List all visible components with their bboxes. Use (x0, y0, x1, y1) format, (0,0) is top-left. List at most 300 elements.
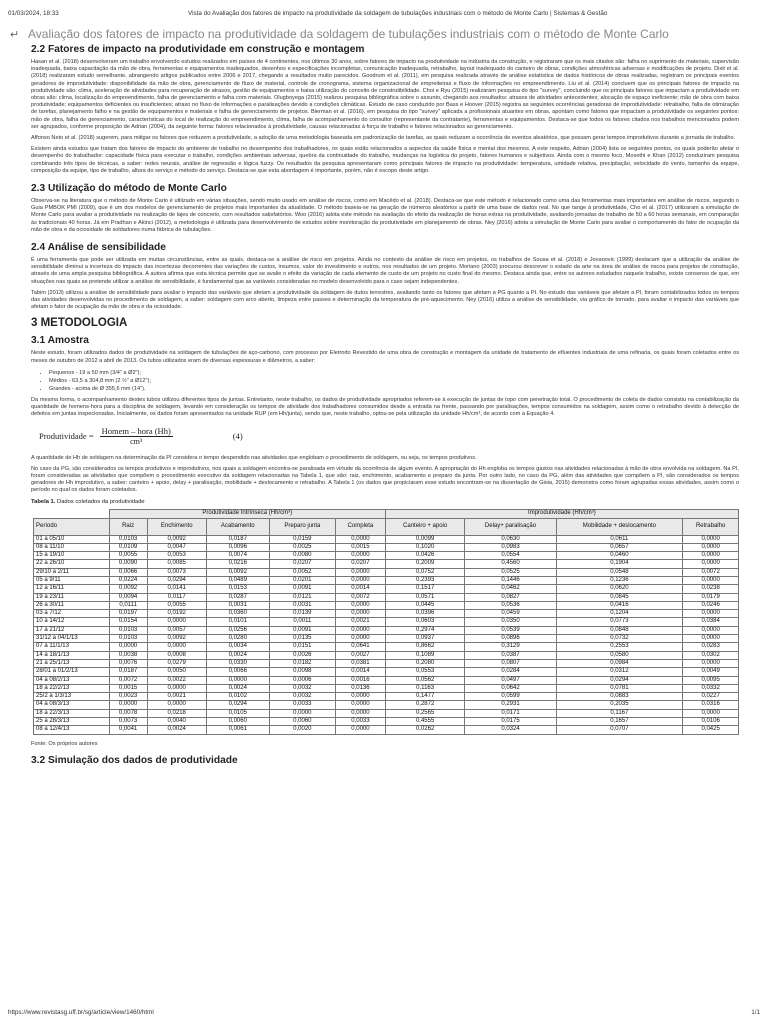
table-cell: 0,0053 (147, 552, 206, 560)
table-cell: 0,0580 (556, 651, 683, 659)
table-group-unproductive: Improdutividade (Hh/cm³) (385, 509, 738, 518)
table-cell: 0,0000 (336, 552, 386, 560)
table-row (34, 651, 739, 659)
table-cell-period: 03 a 7/12 (34, 610, 110, 618)
table-row (34, 709, 739, 717)
table-cell: 0,1204 (556, 610, 683, 618)
page-number: 1/1 (751, 1009, 760, 1016)
list-item: • Médios - 63,5 a 304,8 mm (2 ½" a Ø12"); (49, 377, 739, 385)
table-cell: 0,0781 (556, 684, 683, 692)
table-source: Fonte: Os próprios autores (31, 740, 98, 747)
table-cell: 0,0072 (109, 676, 147, 684)
table-cell: 0,0098 (269, 668, 335, 676)
table-cell: 0,0041 (109, 726, 147, 734)
table-cell: 0,0732 (556, 635, 683, 643)
table-cell: 0,0153 (206, 585, 269, 593)
table-cell: 0,0021 (147, 693, 206, 701)
equation-4 (39, 423, 739, 449)
table-cell: 0,0657 (556, 543, 683, 551)
table-cell: 0,0072 (683, 568, 739, 576)
table-cell: 0,0024 (206, 684, 269, 692)
print-title: Vista do Avaliação dos fatores de impacto na produtividade da soldagem de tubulações industriais com o método de Monte Carlo | Sistemas & Gestão (188, 10, 608, 17)
section-2-3-paragraph-1: Observa-se na literatura que o método de Monte Carlo é utilizado em várias situações, sendo muito usado em análise de riscos, como em Macêdo et al. (2018). Destaca-se que este método é relacionado como uma das ferramentas mais importantes em análise de riscos, segundo o Guia PMBOK PMI (2009), que é um dos modelos de gerenciamento de projetos mais importantes da atualidade. O método baseia-se na geração de números aleatórios a partir de uma base de dados real. No que tange à produtividade, Cho et al. (2017) utilizaram a simulação de Monte Carlo para avaliar a produtividade na realização de lajes de concreto, com resultados satisfatórios. Woo (2016) adota este método na avaliação do efeito da realização de horas extras na produtividade, avaliando jornadas de trabalho de 50 a 60 horas semanais, em comparação às tradicionais 40 horas. Já em Pradhan e Akinci (2012), a metodologia é utilizada para desenvolvimento de estudos sobre monitoração da produtividade em planejamento de obras. Ney (2016) adota a simulação de Monte Carlo para avaliar o comportamento do fator de ocupação da mão de obra e da ociosidade de soldadores numa fábrica de tubulações. (31, 198, 739, 233)
table-row (34, 718, 739, 726)
list-item: • Grandes - acima de Ø 355,6 mm (14"). (49, 385, 739, 393)
equation-number: (4) (232, 430, 243, 441)
table-cell: 0,0224 (109, 577, 147, 585)
productivity-table (33, 509, 739, 735)
table-cell: 0,0381 (336, 659, 386, 667)
table-cell: 0,0497 (465, 676, 556, 684)
table-row (34, 601, 739, 609)
table-cell: 0,2553 (556, 643, 683, 651)
table-cell: 0,0076 (109, 659, 147, 667)
table-cell: 0,0020 (269, 726, 335, 734)
table-cell: 0,0094 (109, 593, 147, 601)
table-cell: 0,0827 (465, 593, 556, 601)
table-cell: 0,0040 (147, 718, 206, 726)
table-cell: 0,0000 (683, 535, 739, 543)
article-title: Avaliação dos fatores de impacto na produtividade da soldagem de tubulações industriais com o método de Monte Carlo (28, 27, 669, 41)
table-cell: 0,0000 (683, 635, 739, 643)
table-cell: 0,0099 (385, 535, 465, 543)
table-column-header: Delay+ paralisação (465, 518, 556, 535)
table-cell: 0,0312 (556, 668, 683, 676)
table-cell: 0,0238 (683, 585, 739, 593)
table-cell: 0,0316 (683, 701, 739, 709)
table-cell: 0,0026 (269, 651, 335, 659)
table-cell: 0,0983 (465, 543, 556, 551)
table-cell-period: 19 a 23/11 (34, 593, 110, 601)
table-cell: 0,0350 (465, 618, 556, 626)
return-icon[interactable]: ↵ (10, 28, 20, 41)
table-cell: 0,0000 (336, 535, 386, 543)
table-row (34, 577, 739, 585)
table-cell: 0,0000 (109, 643, 147, 651)
table-cell: 0,0105 (206, 709, 269, 717)
table-cell: 0,0103 (109, 635, 147, 643)
table-cell-period: 14 a 18/1/13 (34, 651, 110, 659)
section-3-2-heading: 3.2 Simulação dos dados de produtividade (31, 754, 238, 766)
table-cell: 0,0548 (556, 568, 683, 576)
section-3-heading: 3 METODOLOGIA (31, 317, 128, 330)
table-cell: 0,0066 (109, 568, 147, 576)
table-column-header: Período (34, 518, 110, 535)
table-cell: 0,0279 (147, 659, 206, 667)
table-cell: 0,2974 (385, 626, 465, 634)
table-cell: 0,4555 (385, 718, 465, 726)
table-cell: 0,0072 (336, 593, 386, 601)
table-cell: 0,0284 (465, 668, 556, 676)
page-url: https://www.revistasg.uff.br/sg/article/view/1460/html (8, 1009, 154, 1016)
table-cell: 0,0023 (109, 693, 147, 701)
table-cell-period: 12 a 16/11 (34, 585, 110, 593)
table-cell: 0,0000 (336, 577, 386, 585)
table-cell: 0,0159 (269, 535, 335, 543)
formula-fraction (100, 426, 173, 446)
table-cell: 0,0460 (556, 552, 683, 560)
table-cell: 0,0462 (465, 585, 556, 593)
table-cell: 0,3129 (465, 643, 556, 651)
table-cell: 0,2565 (385, 709, 465, 717)
table-row (34, 635, 739, 643)
table-cell: 0,0055 (109, 552, 147, 560)
table-cell: 0,0031 (269, 601, 335, 609)
table-cell: 0,0055 (147, 601, 206, 609)
table-row (34, 552, 739, 560)
table-cell: 0,0000 (336, 726, 386, 734)
table-cell: 0,0187 (206, 535, 269, 543)
table-cell: 0,0752 (385, 568, 465, 576)
table-cell-period: 17 a 21/12 (34, 626, 110, 634)
table-cell: 0,0773 (556, 618, 683, 626)
table-cell: 0,0024 (206, 651, 269, 659)
table-cell: 0,0182 (269, 659, 335, 667)
table-cell: 0,0000 (683, 577, 739, 585)
table-cell: 0,0848 (556, 626, 683, 634)
table-cell: 0,0066 (206, 668, 269, 676)
table-cell-period: 25 a 28/3/13 (34, 718, 110, 726)
table-cell: 0,0016 (336, 676, 386, 684)
table-row (34, 626, 739, 634)
table-cell: 0,0073 (109, 718, 147, 726)
table-cell: 0,0599 (465, 693, 556, 701)
section-2-2-heading: 2.2 Fatores de impacto na produtividade em construção e montagem (31, 44, 365, 55)
table-cell: 0,0102 (206, 693, 269, 701)
table-cell: 0,0031 (206, 601, 269, 609)
table-cell: 0,8662 (385, 643, 465, 651)
table-cell: 0,0175 (465, 718, 556, 726)
table-cell: 0,0032 (269, 693, 335, 701)
table-cell: 0,0896 (465, 635, 556, 643)
table-1-caption-text: Dados coletados da produtividade (55, 498, 145, 505)
table-group-blank (34, 509, 110, 518)
section-3-1-paragraph-3: A quantidade de Hh de soldagem na determinação da PI considera o tempo despendido nas atividades que englobam o procedimento de soldagem, ou seja, os tempos produtivos. (31, 454, 477, 461)
table-cell: 0,0091 (269, 626, 335, 634)
list-item: • Pequenos - 19 a 50 mm (3/4" a Ø2"); (49, 369, 739, 377)
table-cell: 0,1657 (556, 718, 683, 726)
table-cell: 0,0049 (683, 668, 739, 676)
table-cell: 0,0050 (147, 668, 206, 676)
table-cell: 0,0092 (147, 635, 206, 643)
table-cell: 0,0201 (269, 577, 335, 585)
table-cell: 0,0092 (206, 568, 269, 576)
table-cell: 0,0280 (206, 635, 269, 643)
table-cell: 0,0489 (206, 577, 269, 585)
table-cell: 0,0103 (109, 535, 147, 543)
table-cell: 0,0416 (556, 601, 683, 609)
table-cell: 0,0015 (336, 543, 386, 551)
table-row (34, 593, 739, 601)
table-cell-period: 18 a 22/2/13 (34, 684, 110, 692)
table-cell: 0,0562 (385, 676, 465, 684)
table-cell: 0,0287 (206, 593, 269, 601)
table-cell: 0,0426 (385, 552, 465, 560)
table-cell: 0,2931 (465, 701, 556, 709)
section-3-1-heading: 3.1 Amostra (31, 335, 89, 347)
table-cell: 0,0121 (269, 593, 335, 601)
table-cell: 0,0000 (683, 709, 739, 717)
table-cell: 0,0136 (336, 684, 386, 692)
table-cell: 0,0047 (147, 543, 206, 551)
table-cell-period: 07 a 11/1/13 (34, 643, 110, 651)
table-cell: 0,0984 (556, 659, 683, 667)
table-cell-period: 31/12 a 04/1/13 (34, 635, 110, 643)
table-cell: 0,0008 (147, 651, 206, 659)
table-cell: 0,0090 (109, 560, 147, 568)
table-row (34, 701, 739, 709)
table-cell: 0,0425 (683, 726, 739, 734)
table-row (34, 610, 739, 618)
table-cell: 0,0106 (683, 718, 739, 726)
table-cell: 0,0324 (465, 726, 556, 734)
table-cell: 0,0536 (465, 601, 556, 609)
table-cell: 0,0937 (385, 635, 465, 643)
table-cell: 0,0179 (683, 593, 739, 601)
table-cell: 0,0034 (206, 643, 269, 651)
table-row (34, 560, 739, 568)
table-cell: 0,0294 (147, 577, 206, 585)
table-cell: 0,0011 (269, 618, 335, 626)
table-cell: 0,0139 (269, 610, 335, 618)
table-cell: 0,0033 (336, 718, 386, 726)
table-body (34, 535, 739, 734)
section-2-3-heading: 2.3 Utilização do método de Monte Carlo (31, 183, 227, 195)
table-cell: 0,0073 (147, 568, 206, 576)
table-column-header: Mobilidade + deslocamento (556, 518, 683, 535)
table-cell: 0,0061 (206, 726, 269, 734)
table-cell: 0,0057 (147, 626, 206, 634)
table-cell-period: 21 a 25/1/13 (34, 659, 110, 667)
table-cell-period: 04 a 08/3/13 (34, 701, 110, 709)
table-cell: 0,1477 (385, 693, 465, 701)
table-cell: 0,0807 (465, 659, 556, 667)
section-2-4-paragraph-2: Tabim (2013) utilizou a análise de sensibilidade para avaliar o impacto das variáveis que afetam a produtividade da soldagem de dutos terrestres, avaliando tanto os fatores que afetam a PG quanto a PI. No estudo das variáveis que afetam a PI, foram contabilizados todos os tempos das atividades desenvolvidas no procedimento de soldagem, a saber: soldagem com arco aberto, limpeza entre passes e determinação da temperatura de pré-aquecimento. Ney (2016) utiliza a análise de sensibilidade, via gráfico de tornado, para avaliar o impacto das variáveis que afetam o fator de ocupação da mão de obra e da ociosidade. (31, 289, 739, 311)
table-cell: 0,0845 (556, 593, 683, 601)
table-row (34, 643, 739, 651)
table-cell: 0,0101 (206, 618, 269, 626)
table-cell: 0,0000 (336, 709, 386, 717)
table-column-header: Enchimento (147, 518, 206, 535)
table-cell: 0,0000 (147, 618, 206, 626)
table-cell: 0,0000 (683, 552, 739, 560)
table-cell: 0,1904 (556, 560, 683, 568)
table-cell-period: 15 a 19/10 (34, 552, 110, 560)
table-cell: 0,0000 (147, 643, 206, 651)
table-cell: 0,0294 (556, 676, 683, 684)
table-cell: 0,0642 (465, 684, 556, 692)
section-3-1-paragraph-4: No caso da PG, são considerados os tempos produtivos e improdutivos, nos quais a soldagem encontra-se paralisada em virtude da ocorrência de algum evento. A apropriação do Hh engloba os tempos gastos nas atividades relacionadas à mão de obra envolvida na soldagem. Na PI, foram consideradas as atividades que compõem o procedimento executivo da soldagem relacionadas na Tabela 1, que são: raiz, enchimento, acabamento e preparo da junta. Por outro lado, no caso da PG, além das atividades que compõem a PI, são considerados os tempos geradores de Hh improdutivo, a saber: canteiro + apoio, delay + paralisação, mobilidade + deslocamento e retrabalho. A Tabela 1 (os dados que propiciaram esse estudo encontram-se na dissertação de Gioia, 2015) demonstra como foram agrupadas essas atividades, assim como o período no qual os dados foram coletados. (31, 465, 739, 494)
table-cell: 0,0015 (109, 684, 147, 692)
section-2-4-paragraph-1: É uma ferramenta que pode ser utilizada em muitas circunstâncias, entre as quais, destaca-se a análise de risco em projetos. Ainda no contexto da análise de risco em projetos, os trabalhos de Sousa et al. (2018) e Jovanovic (1999) destacam que a utilização da análise de sensibilidade diminui a incerteza do impacto das incertezas decorrentes das variações de custos, insumos, valor do investimento e outros, nos resultados de um projeto. Moriano (2003) procurou descrever o estado da arte na área de análise de riscos para projetos de construção, através de uma ampla pesquisa bibliográfica. A autora afirma que esta técnica permite que se avalie o efeito da variação de cada elemento de custo de um projeto no custo final do mesmo. Destaca ainda que, entre os autores estudados naquele trabalho, existe consenso de que, em situações nas quais se pretende utilizar a análise de sensibilidade, é fundamental que as variáveis consideradas no modelo desenvolvido para o caso sejam independentes. (31, 257, 739, 285)
table-column-header: Acabamento (206, 518, 269, 535)
table-column-header: Completa (336, 518, 386, 535)
table-cell: 0,0109 (109, 543, 147, 551)
table-cell: 0,0014 (336, 668, 386, 676)
table-row (34, 684, 739, 692)
table-cell: 0,0080 (269, 552, 335, 560)
table-cell: 0,2872 (385, 701, 465, 709)
table-row (34, 543, 739, 551)
table-cell: 0,0111 (109, 601, 147, 609)
table-cell: 0,0256 (206, 626, 269, 634)
formula-lhs: Produtividade = (39, 430, 94, 441)
table-cell: 0,0000 (336, 601, 386, 609)
table-cell: 0,0554 (465, 552, 556, 560)
table-cell: 0,0384 (683, 618, 739, 626)
table-cell: 0,0060 (269, 718, 335, 726)
print-date: 01/03/2024, 18:33 (8, 10, 59, 17)
table-cell: 0,0022 (147, 676, 206, 684)
table-cell: 0,0000 (683, 659, 739, 667)
table-cell: 0,0024 (147, 726, 206, 734)
table-cell: 0,0000 (109, 701, 147, 709)
table-cell: 0,0620 (556, 585, 683, 593)
table-cell: 0,0021 (336, 618, 386, 626)
table-cell: 0,0571 (385, 593, 465, 601)
table-cell: 0,0000 (683, 543, 739, 551)
table-cell: 0,0216 (206, 560, 269, 568)
print-footer (8, 1009, 760, 1016)
table-cell-period: 29/10 a 2/11 (34, 568, 110, 576)
table-cell: 0,0033 (269, 701, 335, 709)
table-cell: 0,0171 (465, 709, 556, 717)
table-cell-period: 01 a 05/10 (34, 535, 110, 543)
table-cell: 0,0207 (269, 560, 335, 568)
table-cell-period: 18 a 22/3/13 (34, 709, 110, 717)
table-cell: 0,0294 (206, 701, 269, 709)
table-cell-period: 26 a 30/11 (34, 601, 110, 609)
table-cell: 0,0096 (206, 543, 269, 551)
table-cell: 0,0641 (336, 643, 386, 651)
table-row (34, 618, 739, 626)
table-cell: 0,0539 (465, 626, 556, 634)
table-cell: 0,0117 (147, 593, 206, 601)
table-row (34, 693, 739, 701)
table-cell: 0,0000 (147, 701, 206, 709)
table-cell: 0,0000 (147, 684, 206, 692)
table-cell: 0,0027 (336, 651, 386, 659)
table-row (34, 676, 739, 684)
table-cell-period: 22 a 26/10 (34, 560, 110, 568)
table-cell: 0,4560 (465, 560, 556, 568)
table-cell: 0,0032 (269, 684, 335, 692)
table-column-header: Raiz (109, 518, 147, 535)
table-cell: 0,0360 (206, 610, 269, 618)
table-cell: 0,0151 (269, 643, 335, 651)
table-cell: 0,1517 (385, 585, 465, 593)
table-row (34, 668, 739, 676)
table-cell-period: 04 a 08/2/13 (34, 676, 110, 684)
table-cell: 0,0000 (336, 610, 386, 618)
table-cell: 0,0078 (109, 709, 147, 717)
table-cell: 0,0227 (683, 693, 739, 701)
formula-numerator: Homem – hora (Hh) (101, 425, 171, 436)
table-row (34, 726, 739, 734)
section-3-1-paragraph-2: Da mesma forma, o acompanhamento destes tubos utilizou diferentes tipos de juntas. Entretanto, neste trabalho, os dados de produtividade apropriados referem-se à execução de juntas de topo com penetração total. O procedimento de coleta de dados consistiu na contabilização da quantidade de homens-hora para a disciplina de soldagem, levando em consideração os tempos de atividade dos trabalhadores consumidos desde a entrada na frente, passando por paralisações, tempos consumidos na soldagem, assim como o retrabalho devido à detecção de defeitos em juntas inspecionadas. Inicialmente, os dados foram apresentados na unidade RUP (em Hh/junta), sendo que, neste trabalho, optou-se pela utilização da unidade Hh/cm³, de acordo com a Equação 4. (31, 396, 739, 418)
table-cell: 0,0000 (683, 626, 739, 634)
table-cell: 0,0000 (269, 709, 335, 717)
table-column-header: Preparo junta (269, 518, 335, 535)
article-content (31, 42, 739, 770)
table-cell: 0,0262 (385, 726, 465, 734)
table-cell: 0,0052 (269, 568, 335, 576)
table-cell: 0,0006 (269, 676, 335, 684)
table-cell: 0,0000 (683, 560, 739, 568)
table-cell-period: 05 a 9/11 (34, 577, 110, 585)
table-cell: 0,0000 (336, 701, 386, 709)
table-cell: 0,0387 (465, 651, 556, 659)
table-cell: 0,1236 (556, 577, 683, 585)
table-cell: 0,0091 (269, 585, 335, 593)
table-cell: 0,0141 (147, 585, 206, 593)
table-cell: 0,1020 (385, 543, 465, 551)
table-cell: 0,0014 (336, 585, 386, 593)
table-cell: 0,0000 (206, 676, 269, 684)
table-cell: 0,1163 (385, 684, 465, 692)
table-cell: 0,0707 (556, 726, 683, 734)
table-cell-period: 08 a 11/10 (34, 543, 110, 551)
section-2-4-heading: 2.4 Análise de sensibilidade (31, 242, 166, 254)
table-cell: 0,2009 (385, 560, 465, 568)
table-cell-period: 08 a 12/4/13 (34, 726, 110, 734)
table-cell: 0,0525 (465, 568, 556, 576)
table-row (34, 659, 739, 667)
table-cell: 0,0154 (109, 618, 147, 626)
table-cell: 0,1446 (465, 577, 556, 585)
table-cell: 0,0883 (556, 693, 683, 701)
table-group-header-row (34, 509, 739, 518)
table-cell: 0,0000 (683, 610, 739, 618)
formula-denominator: cm³ (130, 436, 143, 446)
table-column-header: Canteiro + apoio (385, 518, 465, 535)
article-banner (10, 24, 758, 44)
table-cell: 0,0283 (683, 643, 739, 651)
table-cell: 0,1167 (556, 709, 683, 717)
table-1-label: Tabela 1. (31, 498, 56, 505)
section-3-1-paragraph-1: Neste estudo, foram utilizados dados de produtividade na soldagem de tubulações de aço-carbono, com processo por Eletrodo Revestido de uma obra de construção e montagem da unidade de tratamento de efluentes industriais de uma refinaria, os quais foram coletados entre os meses de outubro de 2012 a abril de 2013. Os tubos utilizados eram de diversas espessuras e diâmetros, a saber: (31, 350, 739, 364)
table-cell: 0,0332 (683, 684, 739, 692)
table-cell: 0,0445 (385, 601, 465, 609)
section-2-2-paragraph-2: Affonso Neto et al. (2018) sugerem, para mitigar os fatores que reduzem a produtividade, a adoção de uma metodologia baseada em padronização de tarefas, as quais reduzam a ocorrência de eventos aleatórios, que possam gerar tempos improdutivos durante a jornada de trabalho. (31, 135, 736, 142)
table-cell: 0,0000 (336, 693, 386, 701)
table-cell: 0,2080 (385, 659, 465, 667)
table-cell: 0,0085 (147, 560, 206, 568)
table-cell: 0,0074 (206, 552, 269, 560)
table-cell: 0,0330 (206, 659, 269, 667)
table-cell: 0,0000 (336, 626, 386, 634)
table-cell: 0,0197 (109, 610, 147, 618)
table-cell: 0,0187 (109, 668, 147, 676)
table-cell: 0,0603 (385, 618, 465, 626)
table-cell: 0,0103 (109, 626, 147, 634)
table-cell-period: 25/2 a 1/3/13 (34, 693, 110, 701)
table-row (34, 568, 739, 576)
table-cell: 0,0135 (269, 635, 335, 643)
table-cell: 0,0038 (109, 651, 147, 659)
table-cell: 0,0611 (556, 535, 683, 543)
table-cell: 0,0095 (683, 676, 739, 684)
table-group-intrinsic: Produtividade Intrínseca (Hh/cm³) (109, 509, 385, 518)
table-cell: 0,0302 (683, 651, 739, 659)
table-cell: 0,0092 (109, 585, 147, 593)
table-cell: 0,0246 (683, 601, 739, 609)
table-cell: 0,0060 (206, 718, 269, 726)
table-cell: 0,1089 (385, 651, 465, 659)
table-cell-period: 28/01 a 01/2/13 (34, 668, 110, 676)
table-cell: 0,0000 (336, 568, 386, 576)
table-cell: 0,0000 (336, 635, 386, 643)
